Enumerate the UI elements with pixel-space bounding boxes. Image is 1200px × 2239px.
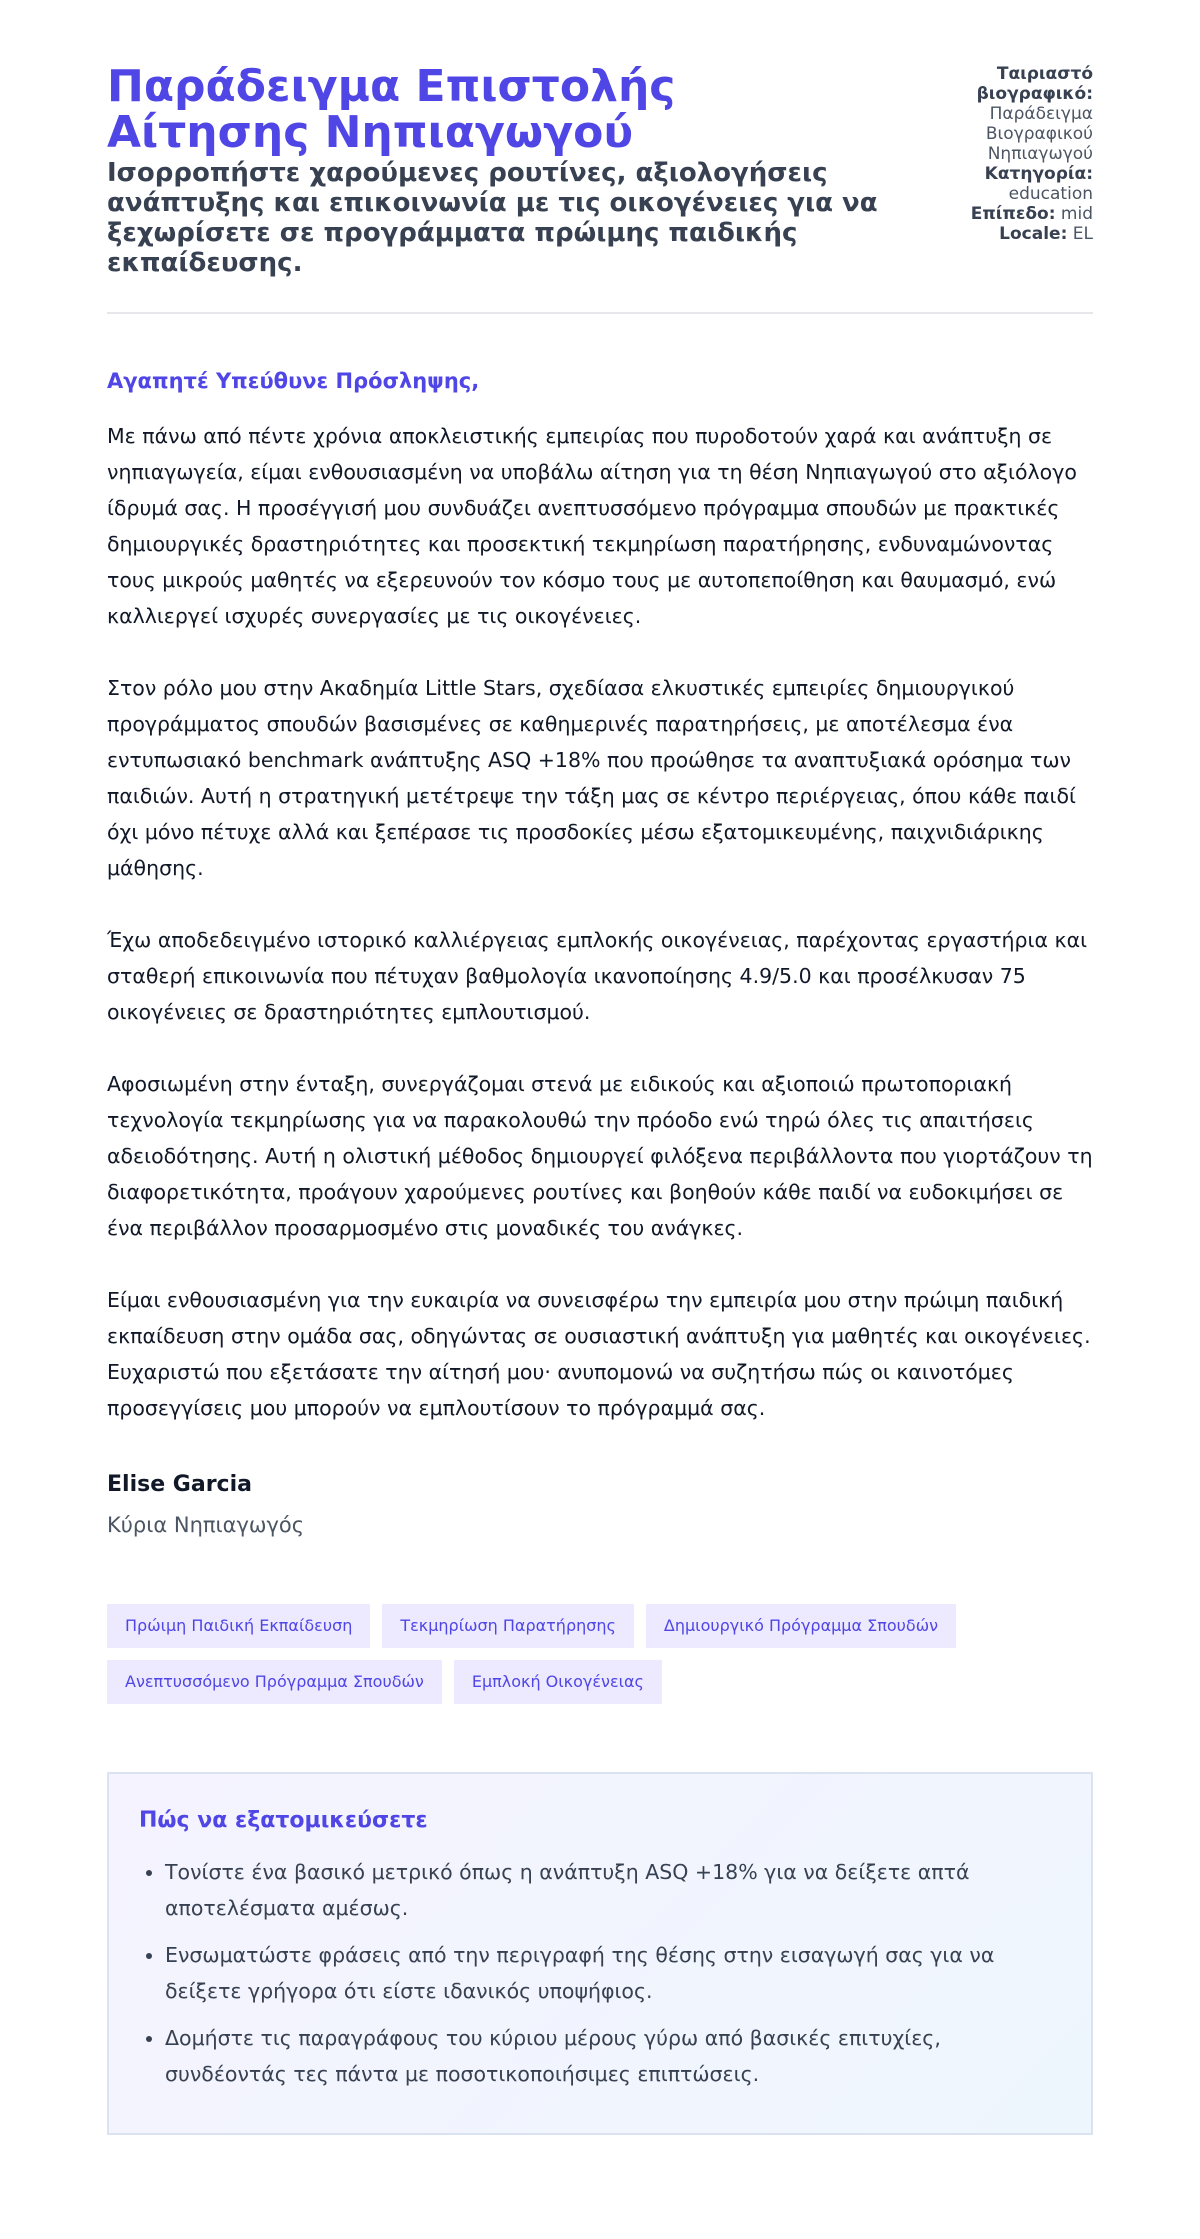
letter-paragraph: Αφοσιωμένη στην ένταξη, συνεργάζομαι στενά με ειδικούς και αξιοποιώ πρωτοποριακή τεχνολογία τεκμηρίωσης για να παρακολουθώ την πρόοδο ενώ τηρώ όλες τις απαιτήσεις αδειοδότησης. Αυτή η ολιστική μέθοδος δημιουργεί φιλόξενα περιβάλλοντα που γιορτάζουν τη διαφορετικότητα, προάγουν χαρούμενες ρουτίνες και βοηθούν κάθε παιδί να ευδοκιμήσει σε ένα περιβάλλον προσαρμοσμένο στις μοναδικές του ανάγκες. [107, 1072, 1093, 1240]
letter-paragraph: Έχω αποδεδειγμένο ιστορικό καλλιέργειας εμπλοκής οικογένειας, παρέχοντας εργαστήρια και σταθερή επικοινωνία που πέτυχαν βαθμολογία ικανοποίησης 4.9/5.0 και προσέλκυσαν 75 οικογένειες σε δραστηριότητες εμπλουτισμού. [107, 928, 1088, 1024]
letter-header [107, 0, 1093, 314]
signature-role: Κύρια Νηπιαγωγός [107, 1513, 305, 1537]
skill-tag: Τεκμηρίωση Παρατήρησης [382, 1604, 634, 1648]
header-titles [107, 61, 887, 278]
signature-name: Elise Garcia [107, 1472, 252, 1497]
skill-tag: Πρώιμη Παιδική Εκπαίδευση [107, 1604, 370, 1648]
skill-tag: Εμπλοκή Οικογένειας [454, 1660, 662, 1704]
tip-item: • Τονίστε ένα βασικό μετρικό όπως η ανάπτυξη ASQ +18% για να δείξετε απτά αποτελέσματα αμέσως. [165, 1854, 1061, 1926]
letter-paragraph: Στον ρόλο μου στην Ακαδημία Little Stars, σχεδίασα ελκυστικές εμπειρίες δημιουργικού προγράμματος σπουδών βασισμένες σε καθημερινές παρατηρήσεις, με αποτέλεσμα ένα εντυπωσιακό benchmark ανάπτυξης ASQ +18% που προώθησε τα αναπτυξιακά ορόσημα των παιδιών. Αυτή η στρατηγική μετέτρεψε την τάξη μας σε κέντρο περιέργειας, όπου κάθε παιδί όχι μόνο πέτυχε αλλά και ξεπέρασε τις προσδοκίες μέσω εξατομικευμένης, παιχνιδιάρικης μάθησης. [107, 676, 1076, 880]
skill-tag: Ανεπτυσσόμενο Πρόγραμμα Σπουδών [107, 1660, 442, 1704]
meta-category-label: Κατηγορία: [984, 164, 1093, 184]
meta-category-value: education [1008, 184, 1093, 204]
skill-tag: Δημιουργικό Πρόγραμμα Σπουδών [646, 1604, 956, 1648]
tips-title: Πώς να εξατομικεύσετε [139, 1808, 428, 1833]
page-subtitle: Ισορροπήστε χαρούμενες ρουτίνες, αξιολογήσεις ανάπτυξης και επικοινωνία με τις οικογένειες για να ξεχωρίσετε σε προγράμματα πρώιμης παιδικής εκπαίδευσης. [107, 158, 878, 278]
meta-locale [943, 224, 1093, 244]
meta-level-label: Επίπεδο: [970, 204, 1056, 224]
meta-match-value: Παράδειγμα Βιογραφικού Νηπιαγωγού [985, 104, 1093, 164]
skill-tags [107, 1604, 1097, 1704]
tip-item: • Δομήστε τις παραγράφους του κύριου μέρους γύρω από βασικές επιτυχίες, συνδέοντάς τες πάντα με ποσοτικοποιήσιμες επιπτώσεις. [165, 2020, 1061, 2092]
signature-block [107, 1470, 1093, 1540]
tip-item: • Ενσωματώστε φράσεις από την περιγραφή της θέσης στην εισαγωγή σας για να δείξετε γρήγορα ότι είστε ιδανικός υποψήφιος. [165, 1937, 1061, 2009]
meta-locale-label: Locale: [999, 224, 1068, 244]
tips-list [139, 1854, 1061, 2092]
meta-level-value: mid [1060, 204, 1093, 224]
meta-match-label: Ταιριαστό βιογραφικό: [976, 64, 1093, 104]
meta-panel [943, 64, 1093, 244]
personalize-tips-box [107, 1772, 1093, 2135]
letter-greeting: Αγαπητέ Υπεύθυνε Πρόσληψης, [107, 369, 480, 393]
letter-paragraph: Είμαι ενθουσιασμένη για την ευκαιρία να συνεισφέρω την εμπειρία μου στην πρώιμη παιδική εκπαίδευση στην ομάδα σας, οδηγώντας σε ουσιαστική ανάπτυξη για μαθητές και οικογένειες. Ευχαριστώ που εξετάσατε την αίτησή μου· ανυπομονώ να συζητήσω πώς οι καινοτόμες προσεγγίσεις μου μπορούν να εμπλουτίσουν το πρόγραμμά σας. [107, 1288, 1091, 1420]
page-title: Παράδειγμα Επιστολής Αίτησης Νηπιαγωγού [107, 61, 676, 158]
letter-body [107, 418, 1093, 1426]
meta-level [943, 204, 1093, 224]
letter-paragraph: Με πάνω από πέντε χρόνια αποκλειστικής εμπειρίας που πυροδοτούν χαρά και ανάπτυξη σε νηπιαγωγεία, είμαι ενθουσιασμένη να υποβάλω αίτηση για τη θέση Νηπιαγωγού στο αξιόλογο ίδρυμά σας. Η προσέγγισή μου συνδυάζει ανεπτυσσόμενο πρόγραμμα σπουδών με πρακτικές δημιουργικές δραστηριότητες και προσεκτική τεκμηρίωση παρατήρησης, ενδυναμώνοντας τους μικρούς μαθητές να εξερευνούν τον κόσμο τους με αυτοπεποίθηση και θαυμασμό, ενώ καλλιεργεί ισχυρές συνεργασίες με τις οικογένειες. [107, 424, 1077, 628]
meta-locale-value: EL [1072, 224, 1093, 244]
